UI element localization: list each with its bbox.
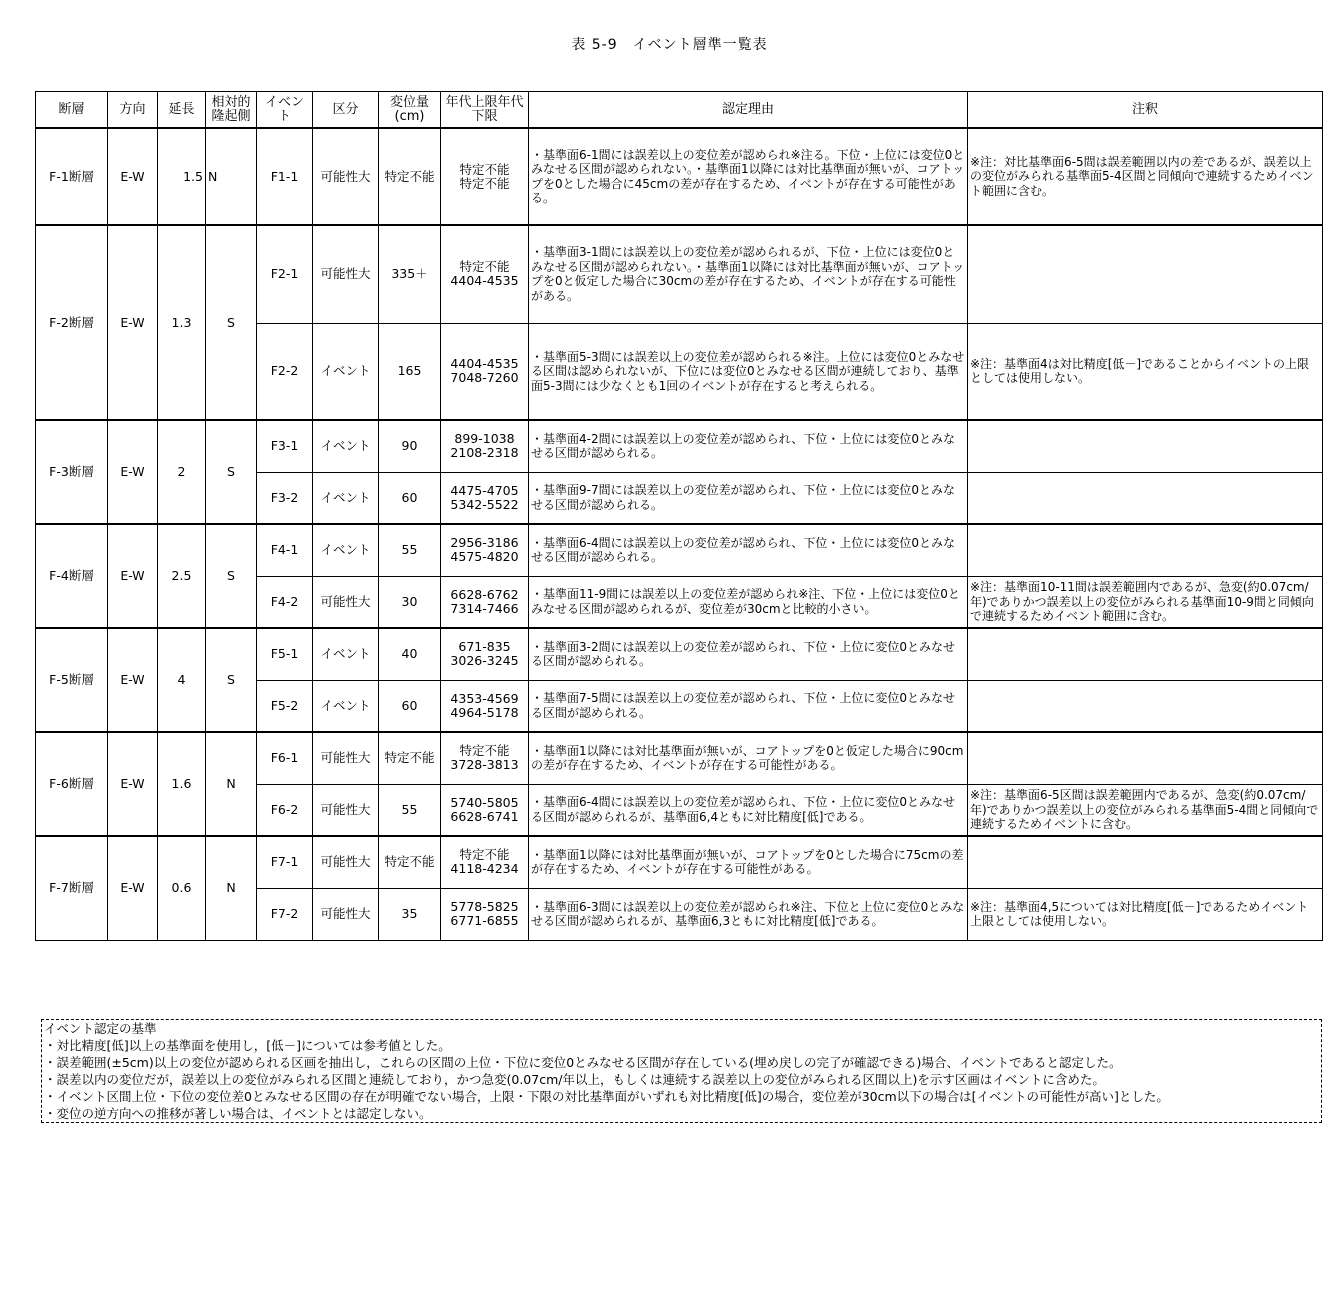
- age-upper: 899-1038: [454, 431, 515, 447]
- event-reason: ・基準面1以降には対比基準面が無いが、コアトップを0と仮定した場合に90cmの差が存在するため、イベントが存在する可能性がある。: [529, 732, 968, 784]
- event-displacement: 55: [379, 524, 441, 576]
- event-displacement: 特定不能: [379, 128, 441, 225]
- event-note: [968, 836, 1323, 888]
- header-category: 区分: [313, 92, 379, 129]
- fault-length: 1.5: [158, 128, 206, 225]
- event-category: イベント: [313, 524, 379, 576]
- event-id: F4-1: [257, 524, 313, 576]
- event-displacement: 90: [379, 420, 441, 472]
- header-age: 年代上限年代下限: [441, 92, 529, 129]
- criteria-item: ・イベント区間上位・下位の変位差0とみなせる区間の存在が明確でない場合，上限・下限の対比基準面がいずれも対比精度[低]の場合，変位差が30cm以下の場合は[イベントの可能性が高い]とした。: [44, 1089, 1169, 1104]
- event-id: F4-2: [257, 576, 313, 628]
- header-direction: 方向: [108, 92, 158, 129]
- header-displacement: 変位量(cm): [379, 92, 441, 129]
- age-upper: 4353-4569: [450, 690, 519, 706]
- header-event: イベント: [257, 92, 313, 129]
- event-category: 可能性大: [313, 225, 379, 323]
- event-category: 可能性大: [313, 576, 379, 628]
- event-displacement: 特定不能: [379, 732, 441, 784]
- event-category: イベント: [313, 420, 379, 472]
- event-reason: ・基準面1以降には対比基準面が無いが、コアトップを0とした場合に75cmの差が存在するため、イベントが存在する可能性がある。: [529, 836, 968, 888]
- event-note: ※注：対比基準面6-5間は誤差範囲以内の差であるが、誤差以上の変位がみられる基準面5-4区間と同傾向で連続するためイベント範囲に含む。: [968, 128, 1323, 225]
- event-age: [441, 680, 529, 732]
- fault-direction: E-W: [108, 524, 158, 628]
- table-row: [36, 225, 1323, 323]
- event-age: [441, 628, 529, 680]
- header-row: [36, 92, 1323, 129]
- event-id: F7-1: [257, 836, 313, 888]
- event-note: [968, 225, 1323, 323]
- event-id: F3-1: [257, 420, 313, 472]
- fault-name: F-5断層: [36, 628, 108, 732]
- header-reason: 認定理由: [529, 92, 968, 129]
- event-age: [441, 576, 529, 628]
- event-displacement: 55: [379, 784, 441, 836]
- age-upper: 特定不能: [459, 847, 510, 863]
- event-age: [441, 524, 529, 576]
- fault-length: 0.6: [158, 836, 206, 940]
- fault-name: F-4断層: [36, 524, 108, 628]
- event-displacement: 60: [379, 472, 441, 524]
- age-lower: 4118-4234: [450, 861, 519, 877]
- fault-direction: E-W: [108, 628, 158, 732]
- event-displacement: 40: [379, 628, 441, 680]
- event-category: 可能性大: [313, 836, 379, 888]
- event-note: ※注：基準面6-5区間は誤差範囲内であるが、急変(約0.07cm/年)でありかつ誤差以上の変位がみられる基準面5-4間と同傾向で連続するためイベントに含む。: [968, 784, 1323, 836]
- header-fault: 断層: [36, 92, 108, 129]
- fault-uplift: N: [206, 836, 257, 940]
- event-id: F5-1: [257, 628, 313, 680]
- age-upper: 2956-3186: [450, 535, 519, 551]
- event-age: [441, 784, 529, 836]
- table-row: [36, 524, 1323, 576]
- fault-direction: E-W: [108, 128, 158, 225]
- event-reason: ・基準面7-5間には誤差以上の変位差が認められ、下位・上位に変位0とみなせる区間が認められる。: [529, 680, 968, 732]
- event-table: [35, 91, 1323, 941]
- event-id: F3-2: [257, 472, 313, 524]
- criteria-item: ・変位の逆方向への推移が著しい場合は、イベントとは認定しない。: [44, 1106, 432, 1121]
- criteria-box: [41, 1019, 1322, 1123]
- fault-name: F-1断層: [36, 128, 108, 225]
- event-category: イベント: [313, 323, 379, 420]
- event-id: F5-2: [257, 680, 313, 732]
- age-lower: 7314-7466: [450, 600, 519, 616]
- age-lower: 6628-6741: [450, 808, 519, 824]
- event-age: [441, 836, 529, 888]
- event-category: 可能性大: [313, 888, 379, 940]
- event-category: イベント: [313, 628, 379, 680]
- event-reason: ・基準面6-4間には誤差以上の変位差が認められ、下位・上位に変位0とみなせる区間が認められるが、基準面6,4ともに対比精度[低]である。: [529, 784, 968, 836]
- event-reason: ・基準面6-1間には誤差以上の変位差が認められ※注る。下位・上位には変位0とみなせる区間が認められない。・基準面1以降には対比基準面が無いが、コアトップを0とした場合に45cmの差が存在するため、イベントが存在する可能性がある。: [529, 128, 968, 225]
- event-note: [968, 628, 1323, 680]
- criteria-item: ・誤差以内の変位だが，誤差以上の変位がみられる区間と連続しており，かつ急変(0.07cm/年以上，もしくは連続する誤差以上の変位がみられる区間以上)を示す区画はイベントに含めた。: [44, 1072, 1105, 1087]
- event-id: F1-1: [257, 128, 313, 225]
- age-lower: 6771-6855: [450, 913, 519, 928]
- age-lower: 3026-3245: [450, 653, 519, 669]
- event-category: 可能性大: [313, 784, 379, 836]
- event-id: F6-2: [257, 784, 313, 836]
- event-reason: ・基準面3-1間には誤差以上の変位差が認められるが、下位・上位には変位0とみなせる区間が認められない。・基準面1以降には対比基準面が無いが、コアトップを0と仮定した場合に30cmの差が存在するため、イベントが存在する可能性がある。: [529, 225, 968, 323]
- fault-uplift: S: [206, 628, 257, 732]
- table-row: [36, 420, 1323, 472]
- header-length: 延長: [158, 92, 206, 129]
- table-row: [36, 128, 1323, 225]
- age-upper: 6628-6762: [450, 586, 519, 602]
- age-upper: 5740-5805: [450, 794, 519, 810]
- event-displacement: 335＋: [379, 225, 441, 323]
- page-title: 表 5-9 イベント層準一覧表: [571, 37, 768, 53]
- event-category: イベント: [313, 680, 379, 732]
- event-id: F6-1: [257, 732, 313, 784]
- event-displacement: 60: [379, 680, 441, 732]
- event-displacement: 特定不能: [379, 836, 441, 888]
- age-lower: 2108-2318: [450, 445, 519, 461]
- event-age: [441, 472, 529, 524]
- age-upper: 特定不能: [459, 743, 510, 759]
- fault-uplift: N: [206, 732, 257, 836]
- age-upper: 4404-4535: [450, 356, 519, 372]
- event-displacement: 165: [379, 323, 441, 420]
- age-lower: 3728-3813: [450, 757, 519, 773]
- event-note: [968, 680, 1323, 732]
- fault-direction: E-W: [108, 420, 158, 524]
- fault-direction: E-W: [108, 732, 158, 836]
- event-note: ※注：基準面10-11間は誤差範囲内であるが、急変(約0.07cm/年)でありかつ誤差以上の変位がみられる基準面10-9間と同傾向で連続するためイベント範囲に含む。: [968, 576, 1323, 628]
- event-age: [441, 732, 529, 784]
- event-note: [968, 524, 1323, 576]
- event-reason: ・基準面4-2間には誤差以上の変位差が認められ、下位・上位には変位0とみなせる区間が認められる。: [529, 420, 968, 472]
- age-upper: 特定不能: [459, 259, 510, 275]
- fault-uplift: S: [206, 420, 257, 524]
- event-age: [441, 128, 529, 225]
- fault-direction: E-W: [108, 836, 158, 940]
- age-lower: 特定不能: [459, 175, 510, 191]
- table-body: [36, 128, 1323, 940]
- fault-uplift: N: [206, 128, 257, 225]
- event-note: [968, 732, 1323, 784]
- event-age: [441, 888, 529, 940]
- event-id: F7-2: [257, 888, 313, 940]
- event-note: [968, 420, 1323, 472]
- table-row: [36, 732, 1323, 784]
- age-upper: 671-835: [458, 639, 511, 655]
- criteria-item: ・誤差範囲(±5cm)以上の変位が認められる区画を抽出し，これらの区間の上位・下位に変位0とみなせる区間が存在している(埋め戻しの完了が確認できる)場合、イベントであると認定した。: [44, 1055, 1122, 1070]
- event-reason: ・基準面5-3間には誤差以上の変位差が認められる※注。上位には変位0とみなせる区間は認められないが、下位には変位0とみなせる区間が連続しており、基準面5-3間には少なくとも1回のイベントが存在すると考えられる。: [529, 323, 968, 420]
- table-row: [36, 836, 1323, 888]
- fault-length: 1.3: [158, 225, 206, 420]
- age-lower: 4575-4820: [450, 549, 519, 565]
- event-age: [441, 420, 529, 472]
- fault-name: F-2断層: [36, 225, 108, 420]
- event-category: イベント: [313, 472, 379, 524]
- event-category: 可能性大: [313, 732, 379, 784]
- age-lower: 4404-4535: [450, 273, 519, 289]
- event-reason: ・基準面3-2間には誤差以上の変位差が認められ、下位・上位に変位0とみなせる区間が認められる。: [529, 628, 968, 680]
- event-note: ※注：基準面4,5については対比精度[低－]であるためイベント上限としては使用しない。: [968, 888, 1323, 940]
- age-lower: 4964-5178: [450, 704, 519, 720]
- age-upper: 4475-4705: [450, 482, 519, 498]
- event-displacement: 30: [379, 576, 441, 628]
- header-uplift: 相対的隆起側: [206, 92, 257, 129]
- fault-name: F-3断層: [36, 420, 108, 524]
- fault-length: 2.5: [158, 524, 206, 628]
- criteria-heading: イベント認定の基準: [44, 1021, 157, 1036]
- fault-direction: E-W: [108, 225, 158, 420]
- event-reason: ・基準面6-3間には誤差以上の変位差が認められ※注、下位と上位に変位0とみなせる区間が認められるが、基準面6,3ともに対比精度[低]である。: [529, 888, 968, 940]
- event-note: ※注：基準面4は対比精度[低－]であることからイベントの上限としては使用しない。: [968, 323, 1323, 420]
- table-row: [36, 628, 1323, 680]
- fault-length: 1.6: [158, 732, 206, 836]
- header-note: 注釈: [968, 92, 1323, 129]
- event-displacement: 35: [379, 888, 441, 940]
- event-reason: ・基準面6-4間には誤差以上の変位差が認められ、下位・上位には変位0とみなせる区間が認められる。: [529, 524, 968, 576]
- age-lower: 7048-7260: [450, 370, 519, 386]
- age-upper: 5778-5825: [450, 899, 519, 914]
- age-upper: 特定不能: [459, 161, 510, 177]
- event-id: F2-1: [257, 225, 313, 323]
- criteria-item: ・対比精度[低]以上の基準面を使用し，[低－]については参考値とした。: [44, 1038, 451, 1053]
- event-id: F2-2: [257, 323, 313, 420]
- event-age: [441, 323, 529, 420]
- event-note: [968, 472, 1323, 524]
- event-category: 可能性大: [313, 128, 379, 225]
- age-lower: 5342-5522: [450, 496, 519, 512]
- fault-length: 4: [158, 628, 206, 732]
- fault-length: 2: [158, 420, 206, 524]
- fault-uplift: S: [206, 524, 257, 628]
- fault-uplift: S: [206, 225, 257, 420]
- fault-name: F-7断層: [36, 836, 108, 940]
- event-reason: ・基準面9-7間には誤差以上の変位差が認められ、下位・上位には変位0とみなせる区間が認められる。: [529, 472, 968, 524]
- event-reason: ・基準面11-9間には誤差以上の変位差が認められ※注、下位・上位には変位0とみなせる区間が認められるが、変位差が30cmと比較的小さい。: [529, 576, 968, 628]
- event-age: [441, 225, 529, 323]
- fault-name: F-6断層: [36, 732, 108, 836]
